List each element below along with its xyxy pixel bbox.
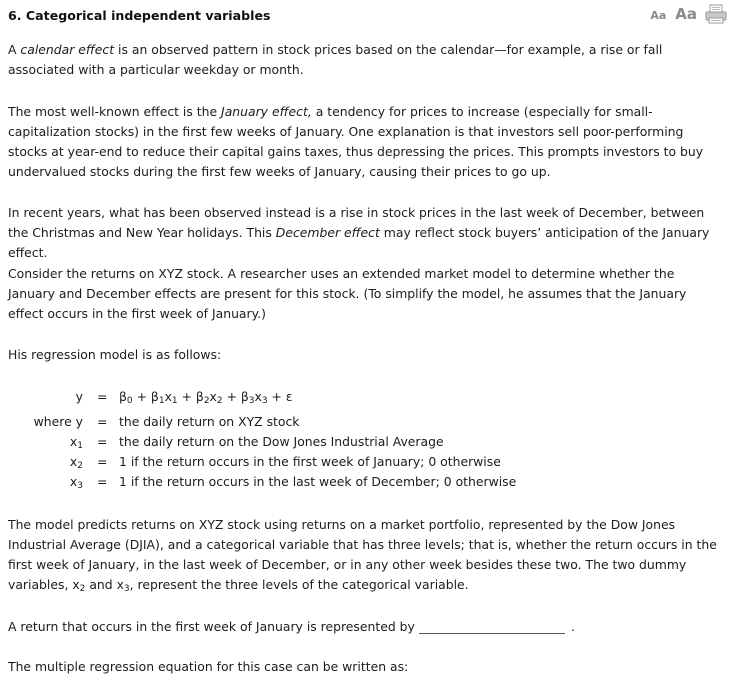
paragraph-january-effect: The most well-known effect is the January effect, a tendency for prices to increase (especially for small-capitalization stocks) in the first few weeks of January. One explanation is that investors sell poor-performing stocks at year-end to reduce their capital gains taxes, thus depressing the prices. This prompts investors to buy undervalued stocks during the first few weeks of January, causing their prices to go up.: [8, 104, 704, 179]
print-button[interactable]: [705, 4, 727, 24]
question-title: 6. Categorical independent variables: [8, 8, 271, 23]
printer-icon: [705, 4, 727, 24]
paragraph-dummy-variables: The model predicts returns on XYZ stock using returns on a market portfolio, represented by the Dow Jones Industrial Average (DJIA), and a categorical variable that has three levels; that is, whether the return occurs in the first week of January, in the last week of December, or in any other week besides these two. The two dummy variables, $x_2$ and $x_3$, represent the three levels of the categorical variable.: [8, 517, 717, 594]
increase-font-button[interactable]: Aa: [675, 5, 697, 23]
term-calendar-effect: calendar effect: [20, 42, 115, 57]
toolbar: [650, 4, 727, 24]
paragraph-regression-equation: The multiple regression equation for this case can be written as:: [8, 659, 409, 674]
paragraph-december-effect: In recent years, what has been observed instead is a rise in stock prices in the last week of December, between the Christmas and New Year holidays. This December effect may reflect stock buyers’ anticipation of the January effect.: [8, 205, 710, 260]
question-first-week-january: A return that occurs in the first week of January is represented by .: [8, 619, 575, 634]
paragraph-model-intro: His regression model is as follows:: [8, 347, 222, 362]
term-december-effect: December effect: [275, 225, 380, 240]
paragraph-xyz-stock: Consider the returns on XYZ stock. A researcher uses an extended market model to determine whether the January and December effects are present for this stock. (To simplify the model, he assumes that the January effect occurs in the first week of January.): [8, 266, 687, 321]
decrease-font-button[interactable]: Aa: [650, 9, 667, 22]
answer-blank-dropdown[interactable]: [419, 619, 565, 634]
term-january-effect: January effect,: [221, 104, 312, 119]
paragraph-calendar-effect: A calendar effect is an observed pattern in stock prices based on the calendar—for example, a rise or fall associated with a particular weekday or month.: [8, 42, 663, 77]
